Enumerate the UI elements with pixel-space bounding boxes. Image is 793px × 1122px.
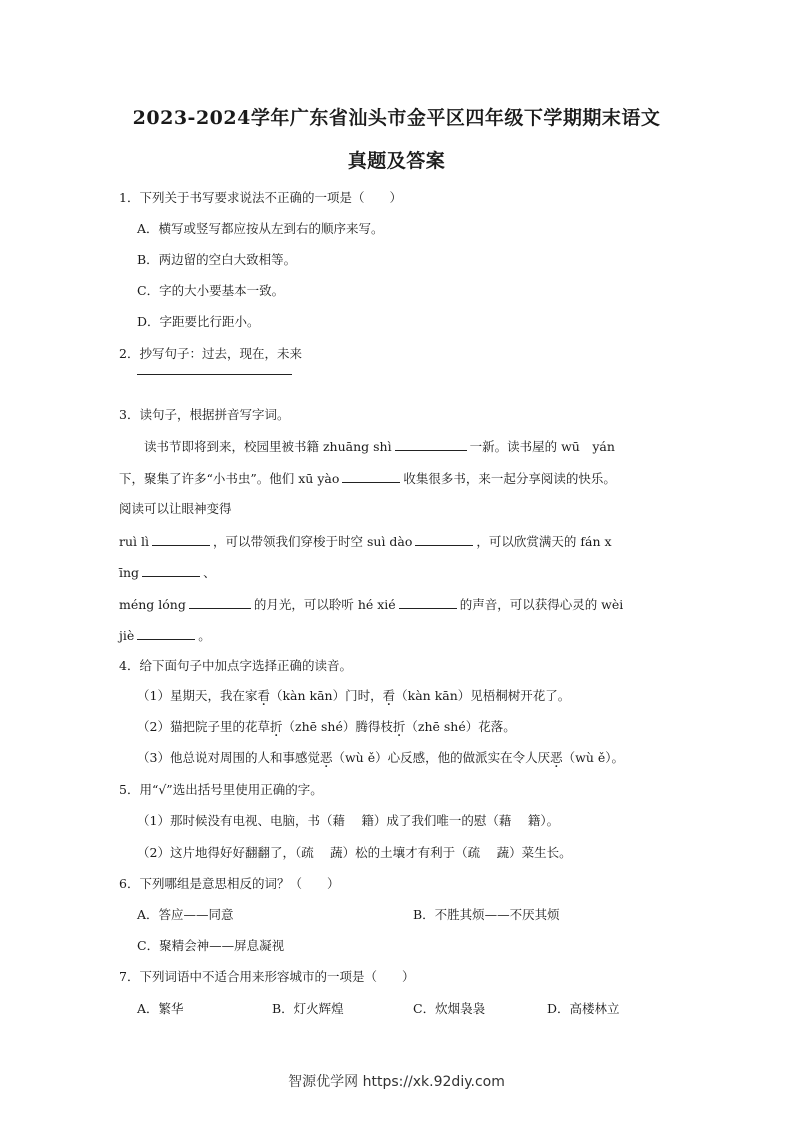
q4-sentence-1 xyxy=(137,686,570,704)
q6-option-c: C．聚精会神——屏息凝视 xyxy=(137,938,285,953)
q4-s2-text-c: （zhē shé）花落。 xyxy=(405,719,516,734)
q7-option-c: C．炊烟袅袅 xyxy=(413,1001,486,1016)
q3-line5-text-b: 、 xyxy=(203,565,216,580)
q3-line6-text-b: 的月光，可以聆听 hé xié xyxy=(253,597,396,612)
q3-blank-fanxing xyxy=(142,562,200,577)
q3-blank-menglong xyxy=(189,594,251,609)
q6-option-b: B．不胜其烦——不厌其烦 xyxy=(413,907,560,922)
q3-line6 xyxy=(119,594,623,613)
q7-option-d: D．高楼林立 xyxy=(547,1001,620,1016)
q4-s1-text-b: （kàn kān）门时， xyxy=(269,688,383,703)
q5-sentence-1: （1）那时候没有电视、电脑，书（藉 籍）成了我们唯一的慰（藉 籍）。 xyxy=(137,813,560,828)
q7-option-b: B．灯火辉煌 xyxy=(272,1001,344,1016)
q4-s1-text-c: （kàn kān）见梧桐树开花了。 xyxy=(395,688,571,703)
q4-stem: 4．给下面句子中加点字选择正确的读音。 xyxy=(119,658,352,673)
doc-title-line2: 真题及答案 xyxy=(347,150,446,172)
q3-blank-suidao xyxy=(415,531,473,546)
q4-s1-dotted-char-1: 看 xyxy=(257,688,270,703)
footer-watermark: 智源优学网 https://xk.92diy.com xyxy=(288,1074,505,1090)
q3-line4-text-c: ，可以欣赏满天的 fán x xyxy=(476,534,612,549)
q1-stem: 1．下列关于书写要求说法不正确的一项是（ ） xyxy=(119,190,402,205)
q7-option-a: A．繁华 xyxy=(137,1001,184,1016)
q3-line7 xyxy=(119,625,211,644)
q3-stem: 3．读句子，根据拼音写字词。 xyxy=(119,407,290,422)
q4-s3-text-c: （wù ě）。 xyxy=(562,750,624,765)
q5-stem: 5．用“√”选出括号里使用正确的字。 xyxy=(119,782,323,797)
q3-line7-text-a: jiè xyxy=(119,628,135,643)
q2-stem: 2．抄写句子：过去，现在，未来 xyxy=(119,346,302,361)
q5-sentence-2: （2）这片地得好好翻翻了，（疏 蔬）松的土壤才有利于（疏 蔬）菜生长。 xyxy=(137,845,572,860)
q4-s1-text-a: （1）星期天，我在家 xyxy=(137,688,258,703)
q1-option-a: A．横写或竖写都应按从左到右的顺序来写。 xyxy=(137,221,384,236)
q1-option-d: D．字距要比行距小。 xyxy=(137,314,260,329)
q3-blank-weijie xyxy=(137,625,195,640)
q4-s1-dotted-char-2: 看 xyxy=(382,688,396,703)
q4-s2-dotted-char-1: 折 xyxy=(269,719,283,734)
q3-line2-text-b: 收集很多书，来一起分享阅读的快乐。 xyxy=(403,471,616,486)
q4-s3-dotted-char-2: 恶 xyxy=(550,750,563,765)
q6-option-a: A．答应——同意 xyxy=(137,907,234,922)
q3-line4-text-a: ruì lì xyxy=(119,534,149,549)
q3-line1-text-a: 读书节即将到来，校园里被书籍 zhuāng shì xyxy=(119,439,392,454)
q4-s2-text-a: （2）猫把院子里的花草 xyxy=(137,719,270,734)
q6-stem: 6．下列哪组是意思相反的词？（ ） xyxy=(119,876,340,891)
q4-s2-text-b: （zhē shé）腾得枝 xyxy=(282,719,393,734)
q4-s3-text-a: （3）他总说对周围的人和事感觉 xyxy=(137,750,320,765)
q3-line1-text-b: 一新。读书屋的 wū yán xyxy=(469,439,615,454)
q1-option-b: B．两边留的空白大致相等。 xyxy=(137,252,297,267)
q4-sentence-2 xyxy=(137,717,516,735)
q3-line2-text-a: 下，聚集了许多“小书虫”。他们 xū yào xyxy=(119,471,340,486)
q3-line6-text-c: 的声音，可以获得心灵的 wèi xyxy=(459,597,624,612)
q4-s2-dotted-char-2: 折 xyxy=(392,719,406,734)
q3-blank-xuyao xyxy=(342,468,400,483)
q4-s3-dotted-char-1: 恶 xyxy=(319,750,333,765)
q3-blank-hexie xyxy=(399,594,457,609)
q3-blank-ruili xyxy=(152,531,210,546)
q3-blank-zhuangshi xyxy=(395,436,467,451)
q3-line3: 阅读可以让眼神变得 xyxy=(119,501,232,516)
doc-title-line1: 2023-2024学年广东省汕头市金平区四年级下学期期末语文 xyxy=(132,107,661,129)
q3-line7-text-b: 。 xyxy=(198,628,211,643)
q1-option-c: C．字的大小要基本一致。 xyxy=(137,283,285,298)
q3-line4 xyxy=(119,531,612,550)
q4-s3-text-b: （wù ě）心反感，他的做派实在令人厌 xyxy=(332,750,551,765)
q3-line1 xyxy=(119,436,615,455)
q3-line5 xyxy=(119,562,216,581)
q4-sentence-3 xyxy=(137,748,624,766)
q3-line4-text-b: ，可以带领我们穿梭于时空 suì dào xyxy=(213,534,413,549)
q3-line6-text-a: méng lóng xyxy=(119,597,186,612)
q7-stem: 7．下列词语中不适合用来形容城市的一项是（ ） xyxy=(119,969,415,984)
q3-line5-text-a: īng xyxy=(119,565,140,580)
q2-answer-line xyxy=(137,374,292,375)
q3-line2 xyxy=(119,468,616,487)
